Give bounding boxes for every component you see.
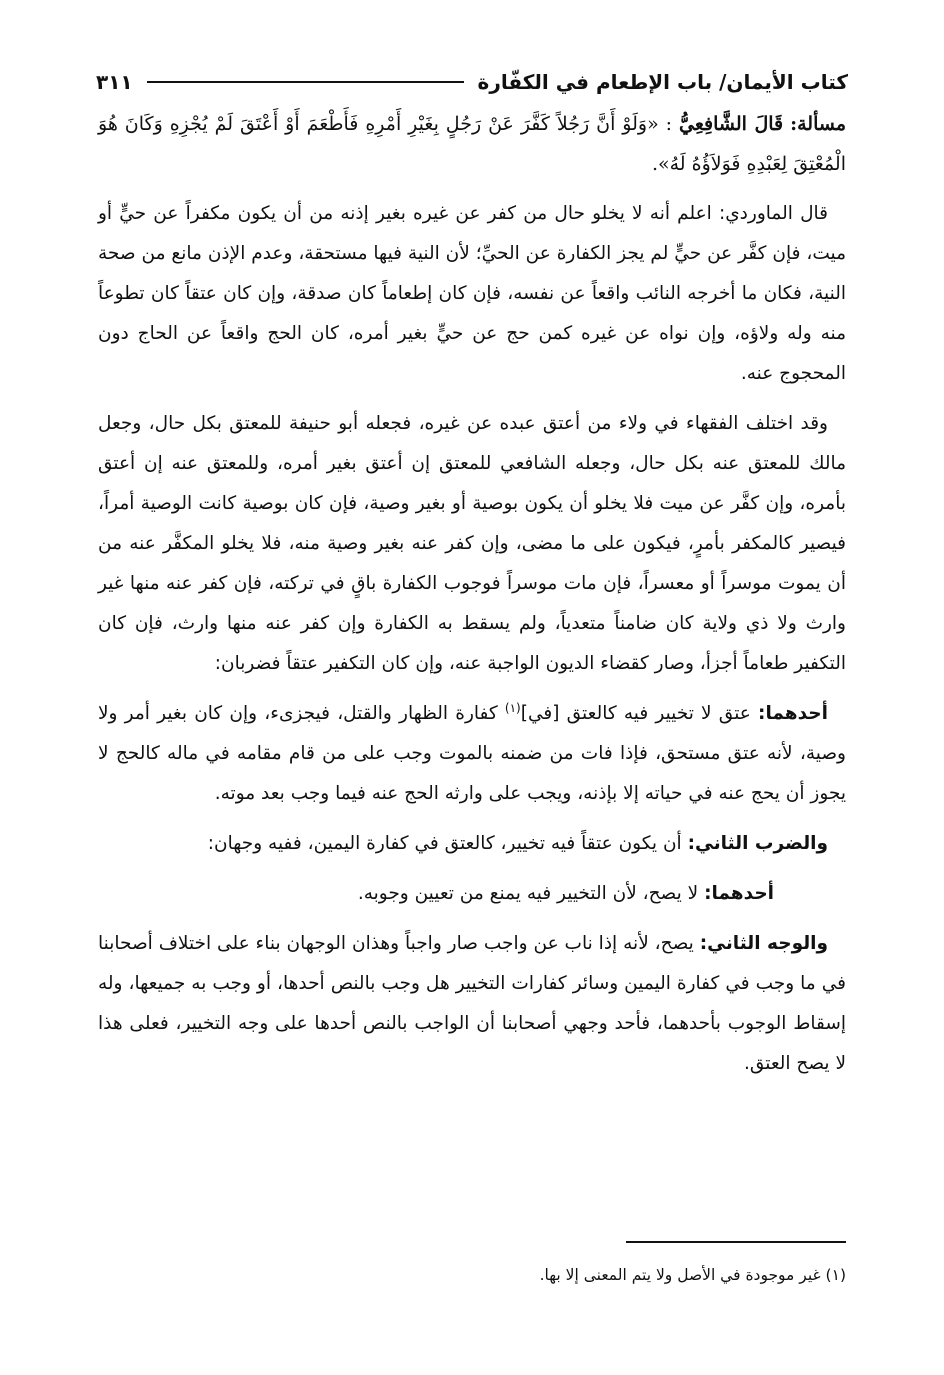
first-view-text: لا يصح، لأن التخيير فيه يمنع من تعيين وجوبه. xyxy=(357,883,699,904)
paragraph-first-view xyxy=(98,874,846,914)
first-type-text-b: كفارة الظهار والقتل، فيجزىء، وإن كان بغير أمر ولا وصية، لأنه عتق مستحق، فإذا فات من ضمنه بالموت وجب على من قام مقامه في ماله كالحج لا يجوز أن يحج عنه في حياته إلا بإذنه، ويجب على وارثه الحج عنه فيما وجب بعد موته. xyxy=(98,703,846,804)
paragraph-wala: وقد اختلف الفقهاء في ولاء من أعتق عبده عن غيره، فجعله أبو حنيفة للمعتق بكل حال، وجعل مالك للمعتق عنه بكل حال، وجعله الشافعي للمعتق إن أعتق بغير أمره، وللمعتق عنه إن أعتق بأمره، وإن كفَّر عن ميت فلا يخلو أن يكون بوصية أو بغير وصية، فإن كان بوصية كانت الوصية أمراً، فيصير كالمكفر بأمرٍ، فيكون على ما مضى، وإن كفر عنه بغير وصية منه، فلا يخلو المكفَّر عنه من أن يموت موسراً أو معسراً، فإن مات موسراً فوجوب الكفارة باقٍ في تركته، فإن كفر عنه منها غير وارث ولا ذي ولاية كان ضامناً متعدياً، ولم يسقط به الكفارة وإن كفر عنه منها وارث، فإن كان التكفير طعاماً أجزأ، وصار كقضاء الديون الواجبة عنه، وإن كان التكفير عتقاً فضربان: xyxy=(98,413,846,674)
paragraph-first-type xyxy=(98,694,846,814)
paragraph-mawardi: قال الماوردي: اعلم أنه لا يخلو حال من كفر عن غيره بغير إذنه من أن يكون مكفراً عن حيٍّ أو ميت، فإن كفَّر عن حيٍّ لم يجز الكفارة عن الحيِّ؛ لأن النية فيها مستحقة، وعدم الإذن مانع من صحة النية، فكان ما أخرجه النائب واقعاً عن نفسه، فإن كان إطعاماً كان صدقة، وإن كان عتقاً كان تطوعاً منه وله ولاؤه، وإن نواه عن غيره كمن حج عن حيٍّ بغير أمره، كان الحج واقعاً عن الحاج دون المحجوج عنه. xyxy=(98,203,846,384)
second-view-label: والوجه الثاني: xyxy=(699,933,828,954)
header-title: كتاب الأيمان/ باب الإطعام في الكفّارة xyxy=(477,70,848,94)
masala-label: مسألة: xyxy=(790,113,846,135)
paragraph-second-type xyxy=(98,824,846,864)
paragraph-second-view xyxy=(98,924,846,1084)
second-type-text: أن يكون عتقاً فيه تخيير، كالعتق في كفارة اليمين، ففيه وجهان: xyxy=(207,833,682,854)
masala-paragraph xyxy=(98,104,846,184)
masala-quote: : «وَلَوْ أَنَّ رَجُلاً كَفَّرَ عَنْ رَجُلٍ بِغَيْرِ أَمْرِهِ فَأَطْعَمَ أَوْ أَعْتَقَ لَمْ يُجْزِهِ وَكَانَ هُوَ الْمُعْتِقَ لِعَبْدِهِ فَوَلاَؤُهُ لَهُ». xyxy=(98,113,846,175)
main-text xyxy=(98,104,846,1094)
footnote-rule xyxy=(626,1241,846,1243)
page-number: ٣١١ xyxy=(96,70,133,94)
second-type-label: والضرب الثاني: xyxy=(687,833,828,854)
running-header xyxy=(96,62,848,102)
first-type-text-a: عتق لا تخيير فيه كالعتق [في] xyxy=(520,703,751,724)
footnote-marker: (١) xyxy=(504,700,521,715)
first-type-label: أحدهما: xyxy=(758,703,828,724)
first-view-label: أحدهما: xyxy=(704,883,774,904)
masala-speaker: قَالَ الشَّافِعِيُّ xyxy=(679,113,784,135)
header-rule xyxy=(147,81,464,83)
footnote: (١) غير موجودة في الأصل ولا يتم المعنى إلا بها. xyxy=(539,1266,846,1284)
second-view-text: يصح، لأنه إذا ناب عن واجب صار واجباً وهذان الوجهان بناء على اختلاف أصحابنا في ما وجب في كفارة اليمين وسائر كفارات التخيير هل وجب بالنص أحدها، أو وجب به جميعها، وله إسقاط الوجوب بأحدهما، فأحد وجهي أصحابنا أن الواجب بالنص أحدها على وجه التخيير، فعلى هذا لا يصح العتق. xyxy=(98,933,846,1074)
